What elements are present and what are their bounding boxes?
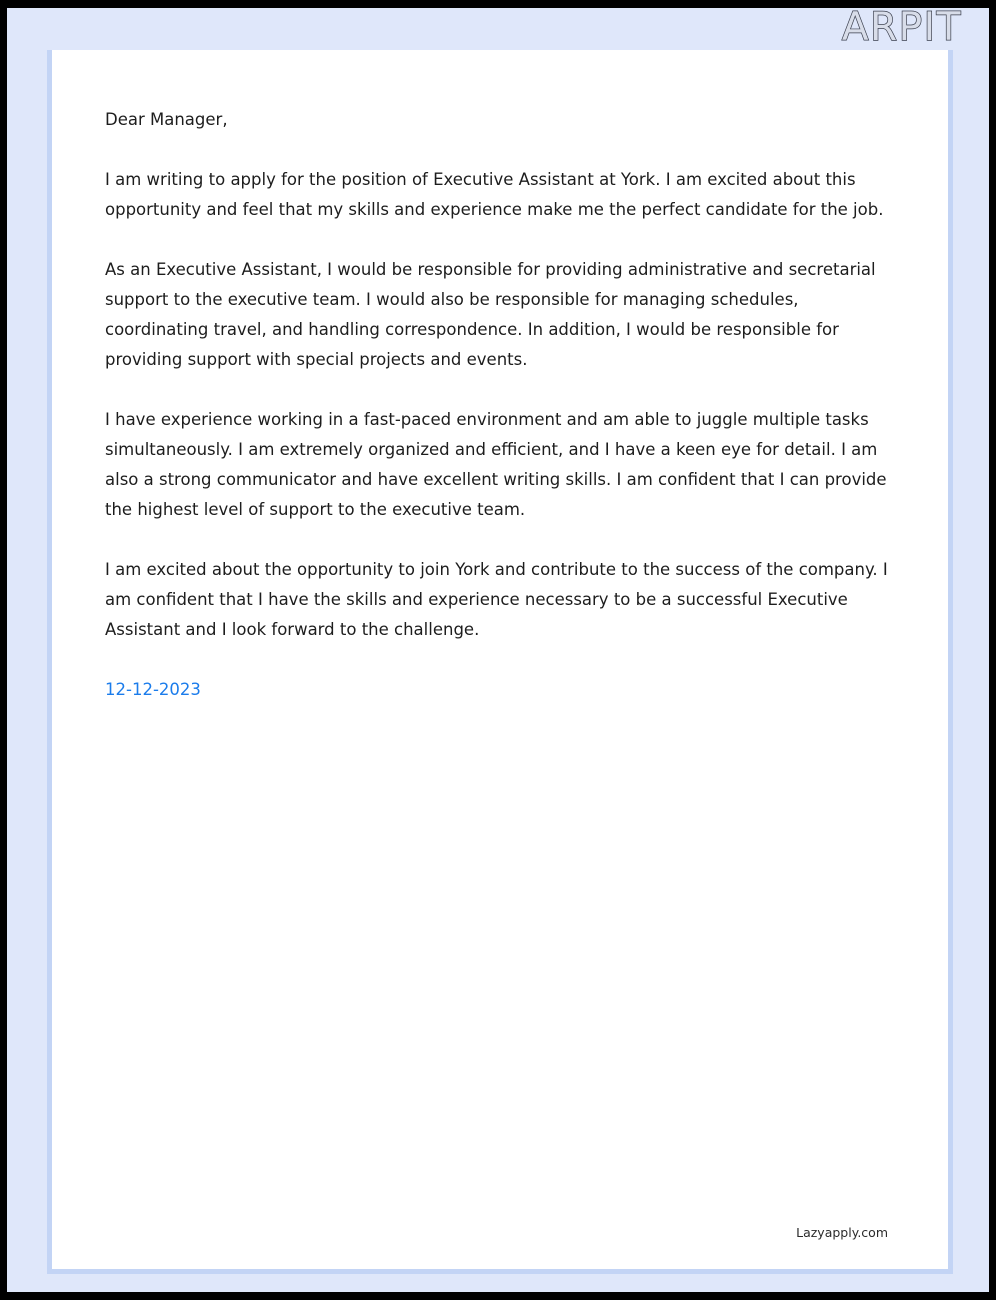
letter-paragraph-3: I have experience working in a fast-paced environment and am able to juggle multiple tasks simultaneously. I am extremely organized and efficient, and I have a keen eye for detail. I am also a strong communicator and have excellent writing skills. I am confident that I can provide the highest level of support to the executive team. [105,410,887,519]
letter-paragraph-1: I am writing to apply for the position of Executive Assistant at York. I am excited about this opportunity and feel that my skills and experience make me the perfect candidate for the job. [105,170,884,219]
document-canvas [7,8,989,1292]
letter-date: 12-12-2023 [105,680,201,699]
letter-page [47,50,953,1274]
letter-paragraph-4: I am excited about the opportunity to join York and contribute to the success of the company. I am confident that I have the skills and experience necessary to be a successful Executive Assistant and I look forward to the challenge. [105,560,888,639]
letter-paragraph-2: As an Executive Assistant, I would be responsible for providing administrative and secretarial support to the executive team. I would also be responsible for managing schedules, coordinating travel, and handling correspondence. In addition, I would be responsible for providing support with special projects and events. [105,260,876,369]
footer-brand: Lazyapply.com [796,1225,888,1240]
letter-body [105,105,905,705]
page-title: ARPIT [841,8,962,50]
letter-salutation: Dear Manager, [105,110,228,129]
letterhead-band [7,8,989,50]
